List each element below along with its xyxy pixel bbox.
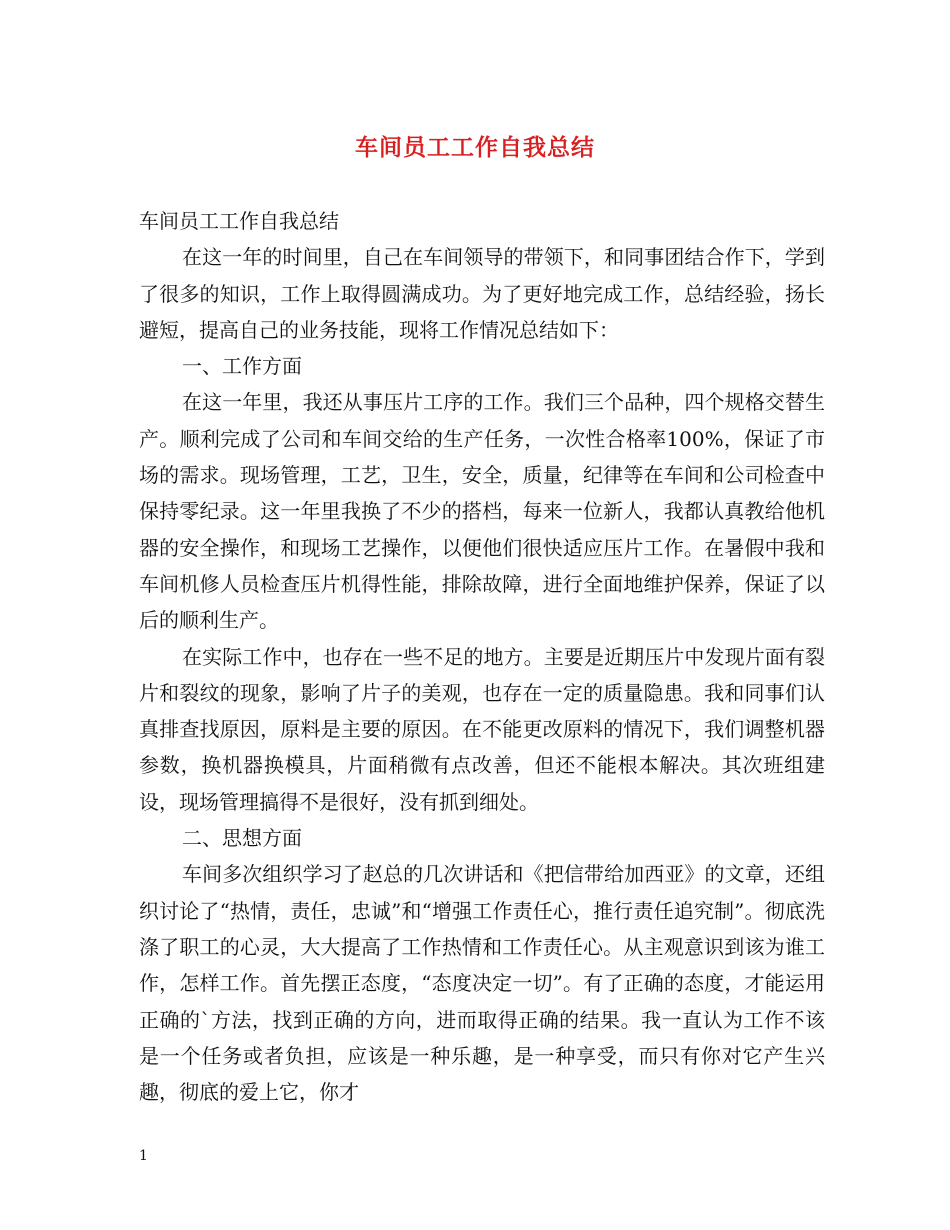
document-body — [139, 203, 825, 1110]
section-heading-thought: 二、思想方面 — [182, 826, 302, 851]
body-heading: 车间员工工作自我总结 — [139, 209, 339, 233]
section-heading-work: 一、工作方面 — [182, 354, 302, 379]
paragraph-shortcomings: 在实际工作中，也存在一些不足的地方。主要是近期压片中发现片面有裂片和裂纹的现象，影响了片子的美观，也存在一定的质量隐患。我和同事们认真排查找原因，原料是主要的原因。在不能更改原料的情况下，我们调整机器参数，换机器换模具，片面稍微有点改善，但还不能根本解决。其次班组建设，现场管理搞得不是很好，没有抓到细处。 — [139, 644, 825, 814]
paragraph-intro: 在这一年的时间里，自己在车间领导的带领下，和同事团结合作下，学到了很多的知识，工作上取得圆满成功。为了更好地完成工作，总结经验，扬长避短，提高自己的业务技能，现将工作情况总结如下： — [139, 245, 825, 342]
paragraph-work: 在这一年里，我还从事压片工序的工作。我们三个品种，四个规格交替生产。顺利完成了公司和车间交给的生产任务，一次性合格率100%，保证了市场的需求。现场管理，工艺，卫生，安全，质量，纪律等在车间和公司检查中保持零纪录。这一年里我换了不少的搭档，每来一位新人，我都认真教给他机器的安全操作，和现场工艺操作，以便他们很快适应压片工作。在暑假中我和车间机修人员检查压片机得性能，排除故障，进行全面地维护保养，保证了以后的顺利生产。 — [139, 390, 825, 633]
paragraph-thought: 车间多次组织学习了赵总的几次讲话和《把信带给加西亚》的文章，还组织讨论了“热情，责任，忠诚”和“增强工作责任心，推行责任追究制”。彻底洗涤了职工的心灵，大大提高了工作热情和工作责任心。从主观意识到该为谁工作，怎样工作。首先摆正态度，“态度决定一切”。有了正确的态度，才能运用正确的`方法，找到正确的方向，进而取得正确的结果。我一直认为工作不该是一个任务或者负担，应该是一种乐趣，是一种享受，而只有你对它产生兴趣，彻底的爱上它，你才 — [139, 862, 825, 1105]
document-title: 车间员工工作自我总结 — [355, 134, 595, 161]
page-number: 1 — [139, 1148, 148, 1164]
